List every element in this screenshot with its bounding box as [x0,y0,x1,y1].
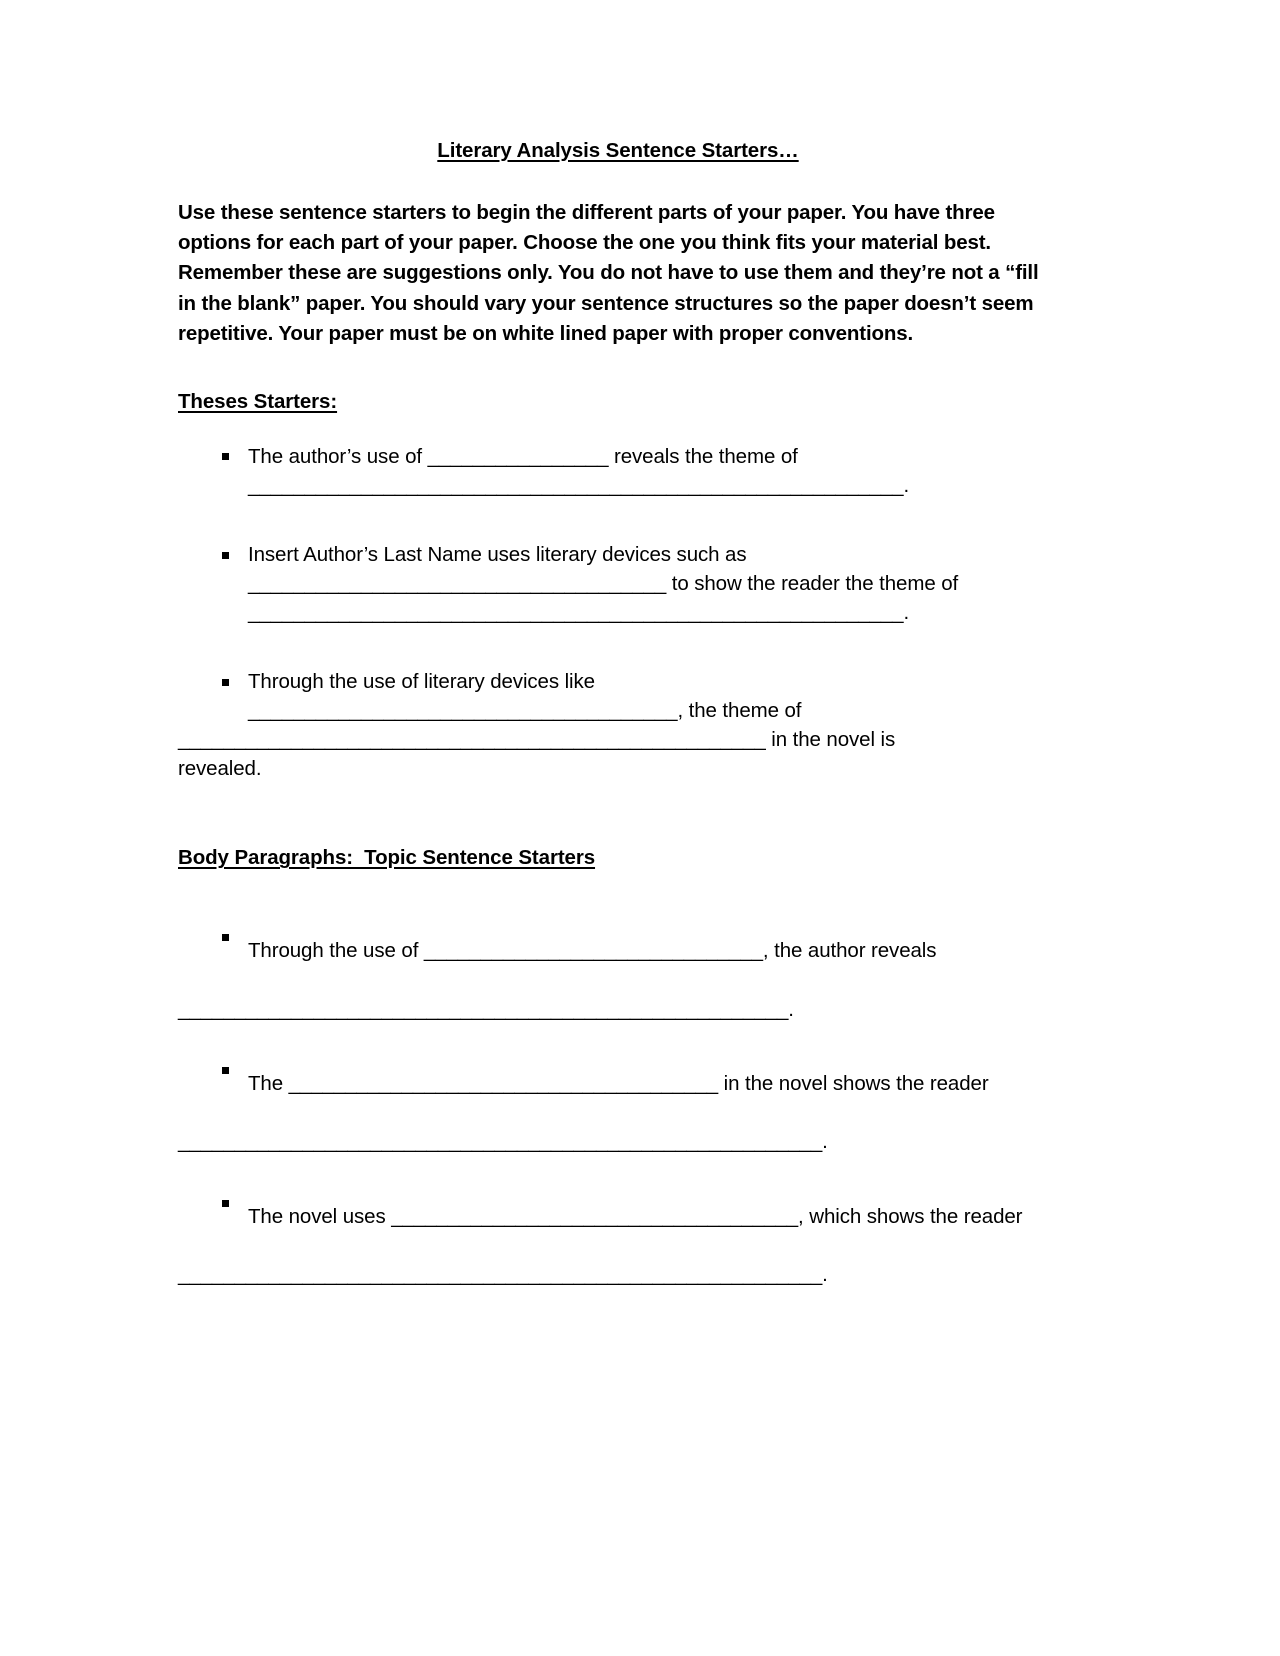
square-bullet-icon [222,1200,229,1207]
blank-line: ______________________________________________________. [178,997,794,1021]
blank-line: _____________________________________ to show the reader the [248,571,874,595]
blank-line: _________________________________________________________. [178,1130,828,1154]
starter-line: revealed. [178,757,262,781]
starter-line: The ______________________________________ in the novel shows the reader [248,1071,989,1095]
starter-line: The novel uses ____________________________________, which shows the reader [248,1204,1023,1228]
page-title: Literary Analysis Sentence Starters… [437,139,799,162]
list-item [178,1055,1058,1172]
body-paragraph-starters-list [178,922,1058,1305]
blank-line: __________________________________________________________. [248,473,910,497]
document-content [178,138,1058,1305]
list-item [178,442,1058,500]
starter-line: Through the use of ______________________________, the author reveals [248,939,937,963]
starter-line: The author’s use of ________________ reveals the theme of [248,444,798,468]
list-item [178,540,1058,627]
list-item [178,1188,1058,1305]
blank-line: __________________________________________________________. [248,600,910,624]
section-heading-body-paragraphs: Body Paragraphs: Topic Sentence Starters [178,846,596,870]
starter-line: Insert Author’s Last Name uses literary devices such as [248,542,747,566]
intro-paragraph: Use these sentence starters to begin the different parts of your paper. You have three options for each part of your paper. Choose the one you think fits your material best. Remember these are suggestions only. You do not have to use them and they’re not a “fill in the blank” paper. You should vary your sentence structures so the paper doesn’t seem repetitive. Your paper must be on white lined paper with proper conventions. [178,201,1039,345]
square-bullet-icon [222,679,229,686]
square-bullet-icon [222,934,229,941]
square-bullet-icon [222,453,229,460]
blank-line: ____________________________________________________ in the novel is [178,728,896,752]
starter-line: theme of [879,571,959,595]
list-item [178,922,1058,1039]
blank-line: _________________________________________________________. [178,1263,828,1287]
list-item [178,667,1058,783]
starter-line: Through the use of literary devices like [248,670,595,694]
square-bullet-icon [222,1067,229,1074]
square-bullet-icon [222,552,229,559]
section-heading-theses: Theses Starters: [178,389,338,413]
theses-starters-list [178,442,1058,784]
blank-line: ______________________________________, the theme of [248,699,802,723]
